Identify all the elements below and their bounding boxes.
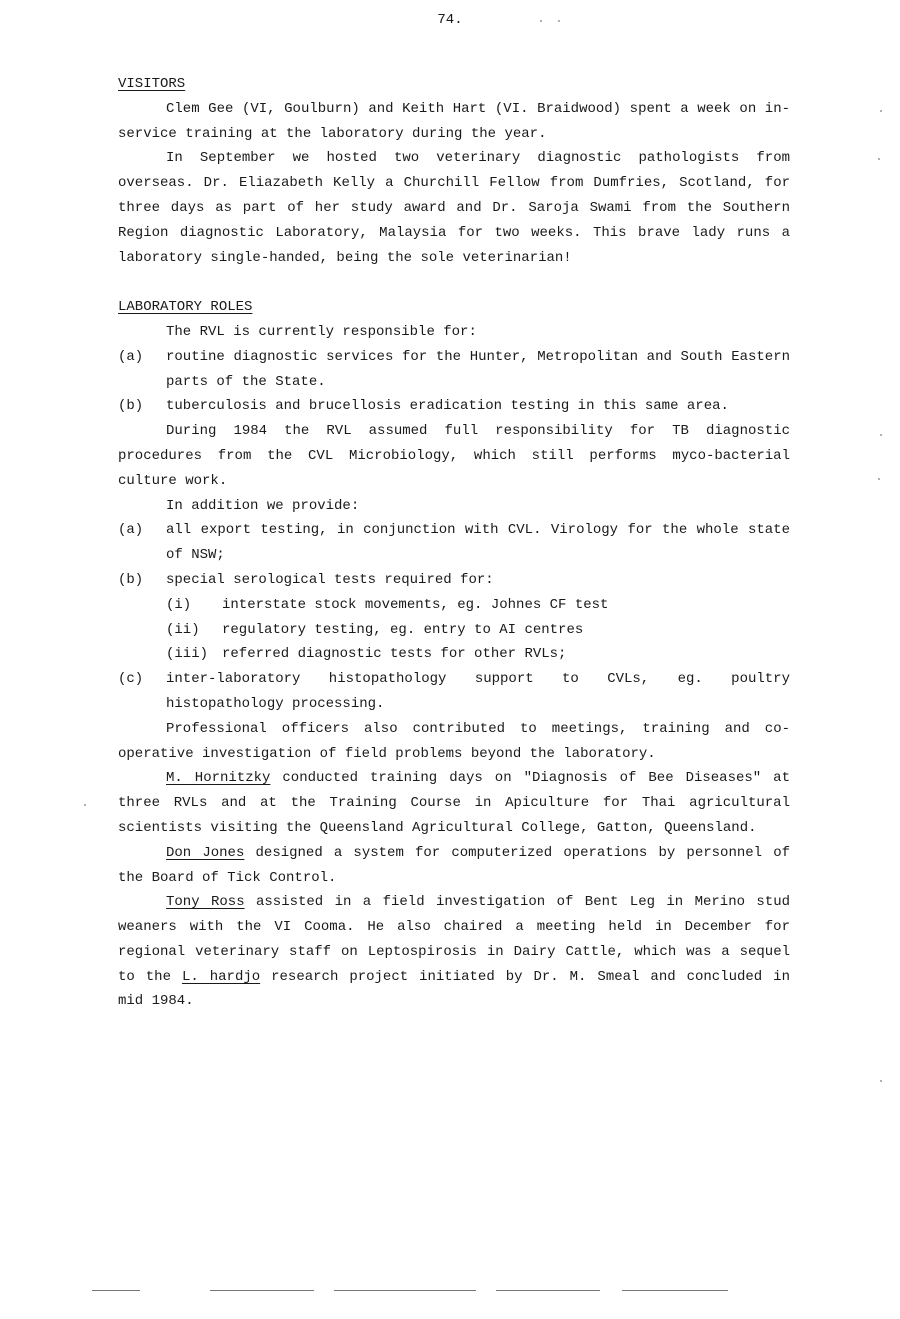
scan-artifact-speck (880, 434, 882, 436)
scan-artifact-line (496, 1290, 600, 1291)
list-item-text: tuberculosis and brucellosis eradication testing in this same area. (166, 398, 729, 415)
list-item (118, 345, 790, 395)
scan-artifact-line (210, 1290, 314, 1291)
scan-artifact-speck (878, 158, 880, 160)
additional-services-intro: In addition we provide: (166, 497, 360, 514)
sub-list-item-label: (i) (166, 596, 192, 613)
sub-list-item-text: interstate stock movements, eg. Johnes CF test (222, 596, 609, 613)
paragraph-text: research project initiated by Dr. M. Smeal and concluded in mid 1984. (118, 968, 790, 1010)
visitors-heading: VISITORS (118, 76, 186, 92)
ross-paragraph (118, 890, 790, 1014)
professional-officers-paragraph: Professional officers also contributed to meetings, training and co-operative investigation of field problems beyond the laboratory. (118, 720, 790, 762)
organism-name: L. hardjo (181, 968, 261, 985)
hornitzky-paragraph (118, 766, 790, 840)
sub-list-item-label: (iii) (166, 646, 209, 663)
scan-artifact-speck (880, 1080, 882, 1082)
scan-artifact-line (92, 1290, 140, 1291)
list-item (118, 518, 790, 568)
page-content (118, 72, 790, 1014)
page-number: 74. (437, 12, 463, 28)
paragraph-text: designed a system for computerized operations by personnel of the Board of Tick Control. (118, 844, 790, 886)
list-item (118, 568, 790, 593)
sub-list-item (118, 618, 790, 643)
paragraph-text: assisted in a field investigation of Bent Leg in Merino stud weaners with the VI Cooma. He also chaired a meeting held in December for regional veterinary staff on Leptospirosis in Dairy Cattle, which was a sequel to the (118, 894, 790, 985)
scan-artifact-line (622, 1290, 728, 1291)
scan-artifact-line (334, 1290, 476, 1291)
sub-list-item-label: (ii) (166, 621, 200, 638)
visitors-paragraph-2: In September we hosted two veterinary diagnostic pathologists from overseas. Dr. Eliazabeth Kelly a Churchill Fellow from Dumfries, Scotland, for three days as part of her study award and Dr. Saroja Swami from the Southern Region diagnostic Laboratory, Malaysia for two weeks. This brave lady runs a laboratory single-handed, being the sole veterinarian! (118, 150, 790, 266)
roles-intro: The RVL is currently responsible for: (166, 323, 477, 340)
staff-name: Tony Ross (166, 894, 245, 911)
tb-paragraph: During 1984 the RVL assumed full responsibility for TB diagnostic procedures from the CVL Microbiology, which still performs myco-bacterial culture work. (118, 423, 790, 489)
list-item-label: (a) (118, 348, 144, 365)
scan-artifact-speck (84, 804, 86, 806)
list-item (118, 667, 790, 717)
visitors-paragraph-1: Clem Gee (VI, Goulburn) and Keith Hart (VI. Braidwood) spent a week on in-service training at the laboratory during the year. (118, 100, 790, 142)
list-item-text: routine diagnostic services for the Hunter, Metropolitan and South Eastern parts of the State. (166, 348, 790, 390)
list-item (118, 394, 790, 419)
list-item-label: (b) (118, 571, 144, 588)
paragraph-text: conducted training days on "Diagnosis of Bee Diseases" at three RVLs and at the Training Course in Apiculture for Thai agricultural scientists visiting the Queensland Agricultural College, Gatton, Queensland. (118, 770, 790, 836)
sub-list-item (118, 593, 790, 618)
list-item-label: (b) (118, 398, 144, 415)
list-item-label: (c) (118, 671, 144, 688)
sub-list-item-text: regulatory testing, eg. entry to AI centres (222, 621, 584, 638)
section-gap (118, 270, 790, 295)
staff-name: M. Hornitzky (166, 770, 271, 787)
scan-artifact-speck (878, 478, 880, 480)
list-item-text: inter-laboratory histopathology support to CVLs, eg. poultry histopathology processing. (166, 671, 790, 712)
scan-artifact-speck (880, 110, 882, 112)
scan-artifact-speck (540, 20, 542, 22)
sub-list-item (118, 642, 790, 667)
laboratory-roles-heading: LABORATORY ROLES (118, 299, 253, 316)
sub-list-item-text: referred diagnostic tests for other RVLs; (222, 646, 567, 663)
scan-artifact-speck (558, 20, 560, 22)
list-item-text: all export testing, in conjunction with CVL. Virology for the whole state of NSW; (166, 522, 790, 564)
list-item-label: (a) (118, 522, 144, 539)
staff-name: Don Jones (166, 844, 245, 861)
list-item-text: special serological tests required for: (166, 571, 494, 588)
jones-paragraph (118, 841, 790, 891)
